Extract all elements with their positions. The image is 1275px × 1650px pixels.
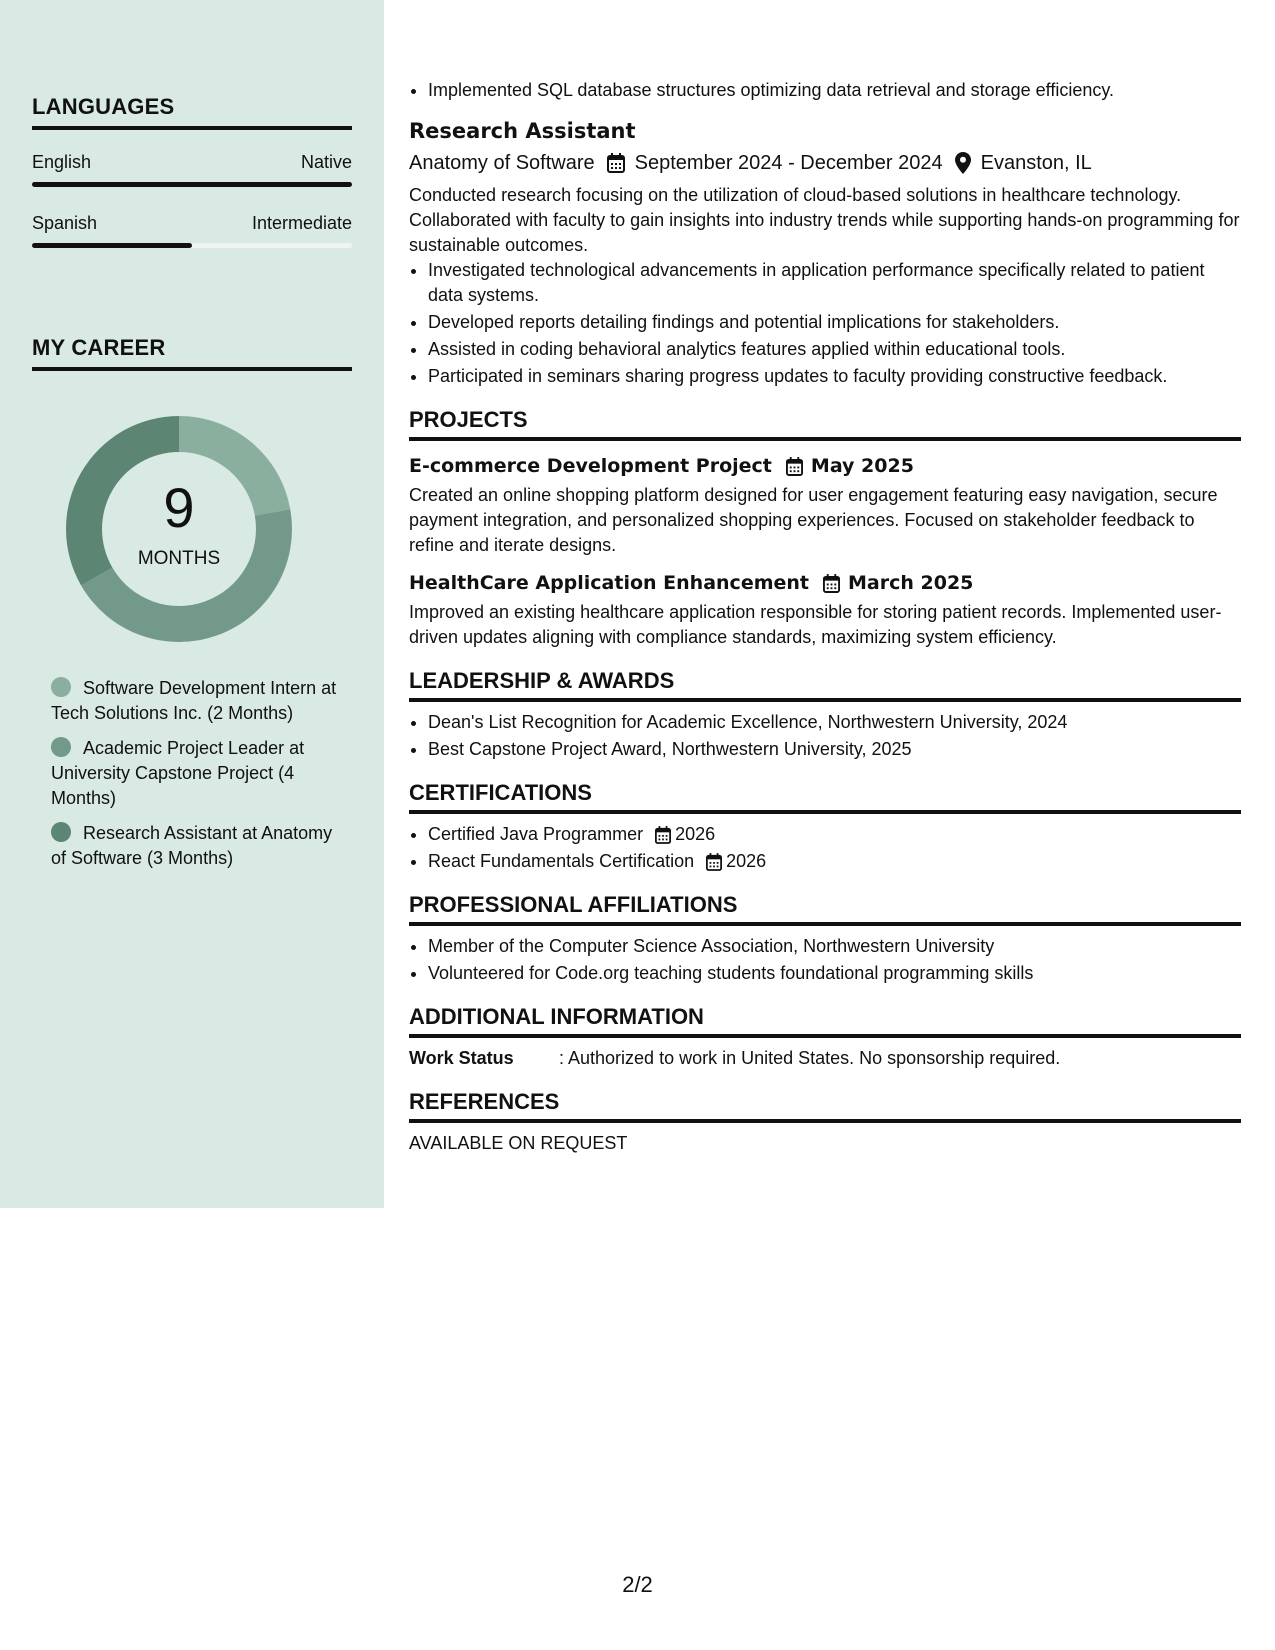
references-heading: REFERENCES [409,1089,1241,1123]
list-item: • Best Capstone Project Award, Northwestern University, 2025 [428,737,1241,762]
list-item: • Investigated technological advancements in application performance specifically related to patient data systems. [428,258,1241,308]
legend-label: Research Assistant at Anatomy of Software (3 Months) [51,823,333,868]
languages-section [32,94,352,248]
experience-bullets-continued [409,78,1241,103]
calendar-icon [786,457,803,476]
certification-item [428,822,1241,847]
work-status-label: Work Status [409,1048,514,1068]
project-description: Improved an existing healthcare application responsible for storing patient records. Implemented user-driven updates aligning with compliance standards, maximizing system efficiency. [409,602,1222,647]
certifications-list [409,822,1241,874]
legend-item [51,821,341,871]
languages-heading: LANGUAGES [32,94,352,130]
company-name: Anatomy of Software [409,152,595,174]
list-item: • Assisted in coding behavioral analytics features applied within educational tools. [428,337,1241,362]
legend-item [51,736,341,811]
affiliations-heading: PROFESSIONAL AFFILIATIONS [409,892,1241,926]
project-date: May 2025 [810,455,914,477]
career-total: 9 [163,476,195,539]
calendar-icon [823,574,840,593]
affiliations-list [409,934,1241,986]
references-text: AVAILABLE ON REQUEST [409,1133,628,1153]
legend-dot [51,822,71,842]
career-heading: MY CAREER [32,335,352,371]
project-title: E-commerce Development Project [409,455,772,477]
projects-heading: PROJECTS [409,407,1241,441]
calendar-icon [607,153,625,173]
leadership-heading: LEADERSHIP & AWARDS [409,668,1241,702]
language-level: Native [300,152,352,172]
map-pin-icon [955,152,971,174]
job-location: Evanston, IL [980,152,1092,174]
language-level: Intermediate [251,213,352,233]
career-section [32,335,352,371]
project-entry [409,453,1241,558]
work-status-value: : Authorized to work in United States. No sponsorship required. [559,1048,1061,1068]
certification-item [428,849,1241,874]
list-item: • Member of the Computer Science Association, Northwestern University [428,934,1241,959]
project-date: March 2025 [848,572,974,594]
job-bullets [409,258,1241,389]
certification-name: • React Fundamentals Certification [428,851,695,871]
legend-dot [51,737,71,757]
main-content [409,78,1241,1156]
job-title: Research Assistant [409,119,636,143]
project-description: Created an online shopping platform designed for user engagement featuring easy navigation, secure payment integration, and personalized shopping experiences. Focused on stakeholder feedback to refine and iterate designs. [409,485,1218,555]
certification-name: • Certified Java Programmer [428,824,644,844]
language-item [32,213,352,248]
list-item: • Developed reports detailing findings and potential implications for stakeholders. [428,310,1241,335]
legend-item [51,676,341,726]
career-legend [51,676,341,881]
calendar-icon [706,853,722,871]
additional-info-row [409,1046,1241,1071]
language-bar-fill [32,243,192,248]
legend-label: Academic Project Leader at University Capstone Project (4 Months) [51,738,305,808]
additional-info-heading: ADDITIONAL INFORMATION [409,1004,1241,1038]
career-donut-chart [66,416,292,642]
calendar-icon [655,826,671,844]
job-description: Conducted research focusing on the utilization of cloud-based solutions in healthcare technology. Collaborated with faculty to gain insights into industry trends while supporting hands-on programming for sustainable outcomes. [409,185,1240,255]
language-name: English [32,152,92,172]
job-dates: September 2024 - December 2024 [634,152,943,174]
language-bar-fill [32,182,352,187]
list-item: • Dean's List Recognition for Academic Excellence, Northwestern University, 2024 [428,710,1241,735]
list-item: • Participated in seminars sharing progress updates to faculty providing constructive feedback. [428,364,1241,389]
language-item [32,152,352,187]
certifications-heading: CERTIFICATIONS [409,780,1241,814]
project-entry [409,570,1241,650]
list-item: • Volunteered for Code.org teaching students foundational programming skills [428,961,1241,986]
leadership-list [409,710,1241,762]
certification-year: 2026 [726,851,767,871]
language-bar [32,243,352,248]
legend-label: Software Development Intern at Tech Solutions Inc. (2 Months) [51,678,337,723]
career-unit: MONTHS [137,548,221,569]
project-title: HealthCare Application Enhancement [409,572,809,594]
language-bar [32,182,352,187]
language-name: Spanish [32,213,98,233]
legend-dot [51,677,71,697]
sidebar [0,0,384,1208]
certification-year: 2026 [675,824,716,844]
experience-entry [409,117,1241,389]
list-item: • Implemented SQL database structures optimizing data retrieval and storage efficiency. [428,78,1241,103]
job-meta [409,149,1241,177]
page-number: 2/2 [622,1572,653,1597]
